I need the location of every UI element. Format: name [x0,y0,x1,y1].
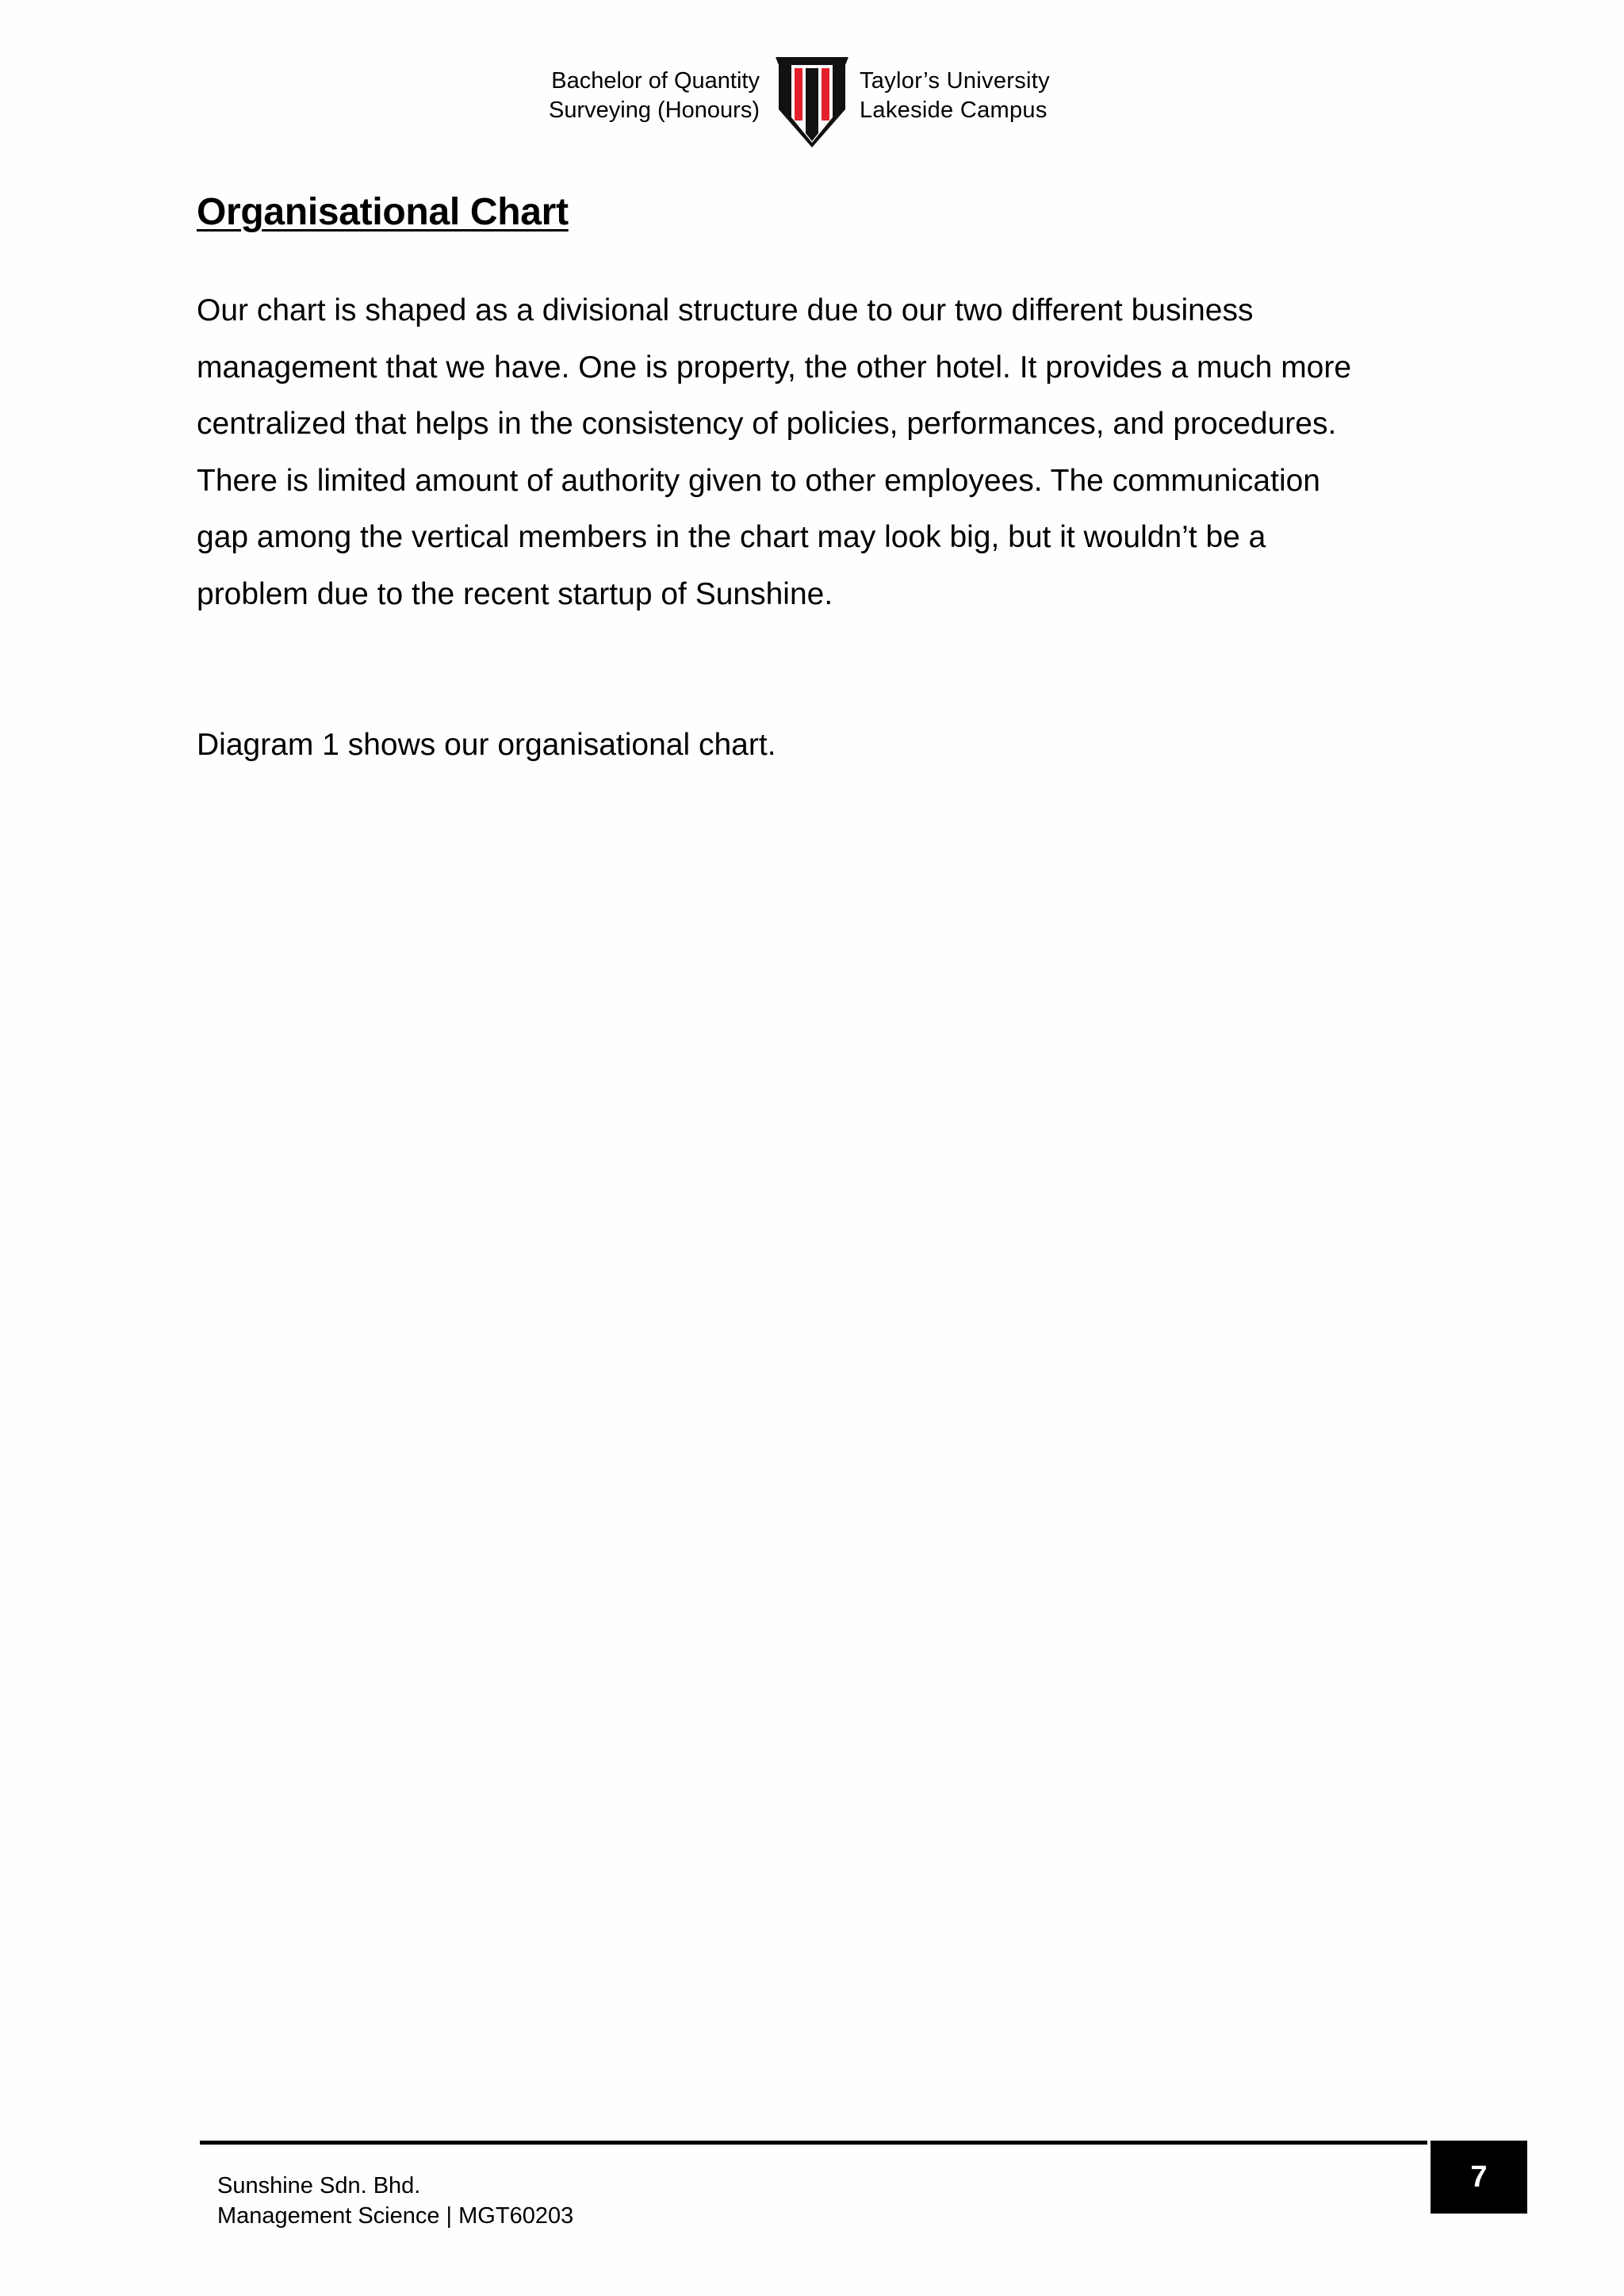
section-heading: Organisational Chart [197,191,569,233]
body-line: problem due to the recent startup of Sunshine. [197,576,833,611]
page-number: 7 [1431,2141,1527,2214]
header-campus-line-1: Taylor’s University [860,68,1050,94]
footer-divider [200,2141,1427,2145]
diagram-reference: Diagram 1 shows our organisational chart. [197,728,776,762]
body-line: Our chart is shaped as a divisional structure due to our two different business [197,293,1254,327]
header-campus [860,67,1145,125]
body-line: management that we have. One is property, the other hotel. It provides a much more [197,350,1352,385]
header-programme [476,67,760,125]
body-paragraph [197,282,1434,622]
footer-company: Sunshine Sdn. Bhd. [217,2173,421,2198]
header-campus-line-2: Lakeside Campus [860,98,1048,123]
footer-course: Management Science | MGT60203 [217,2203,574,2229]
header-programme-line-2: Surveying (Honours) [549,98,760,123]
body-line: gap among the vertical members in the chart may look big, but it wouldn’t be a [197,520,1266,554]
taylors-university-crest-icon [774,54,850,147]
body-line: There is limited amount of authority given to other employees. The communication [197,463,1320,498]
body-line: centralized that helps in the consistency of policies, performances, and procedures. [197,407,1337,441]
header-programme-line-1: Bachelor of Quantity [551,68,760,94]
footer-info [217,2171,573,2231]
